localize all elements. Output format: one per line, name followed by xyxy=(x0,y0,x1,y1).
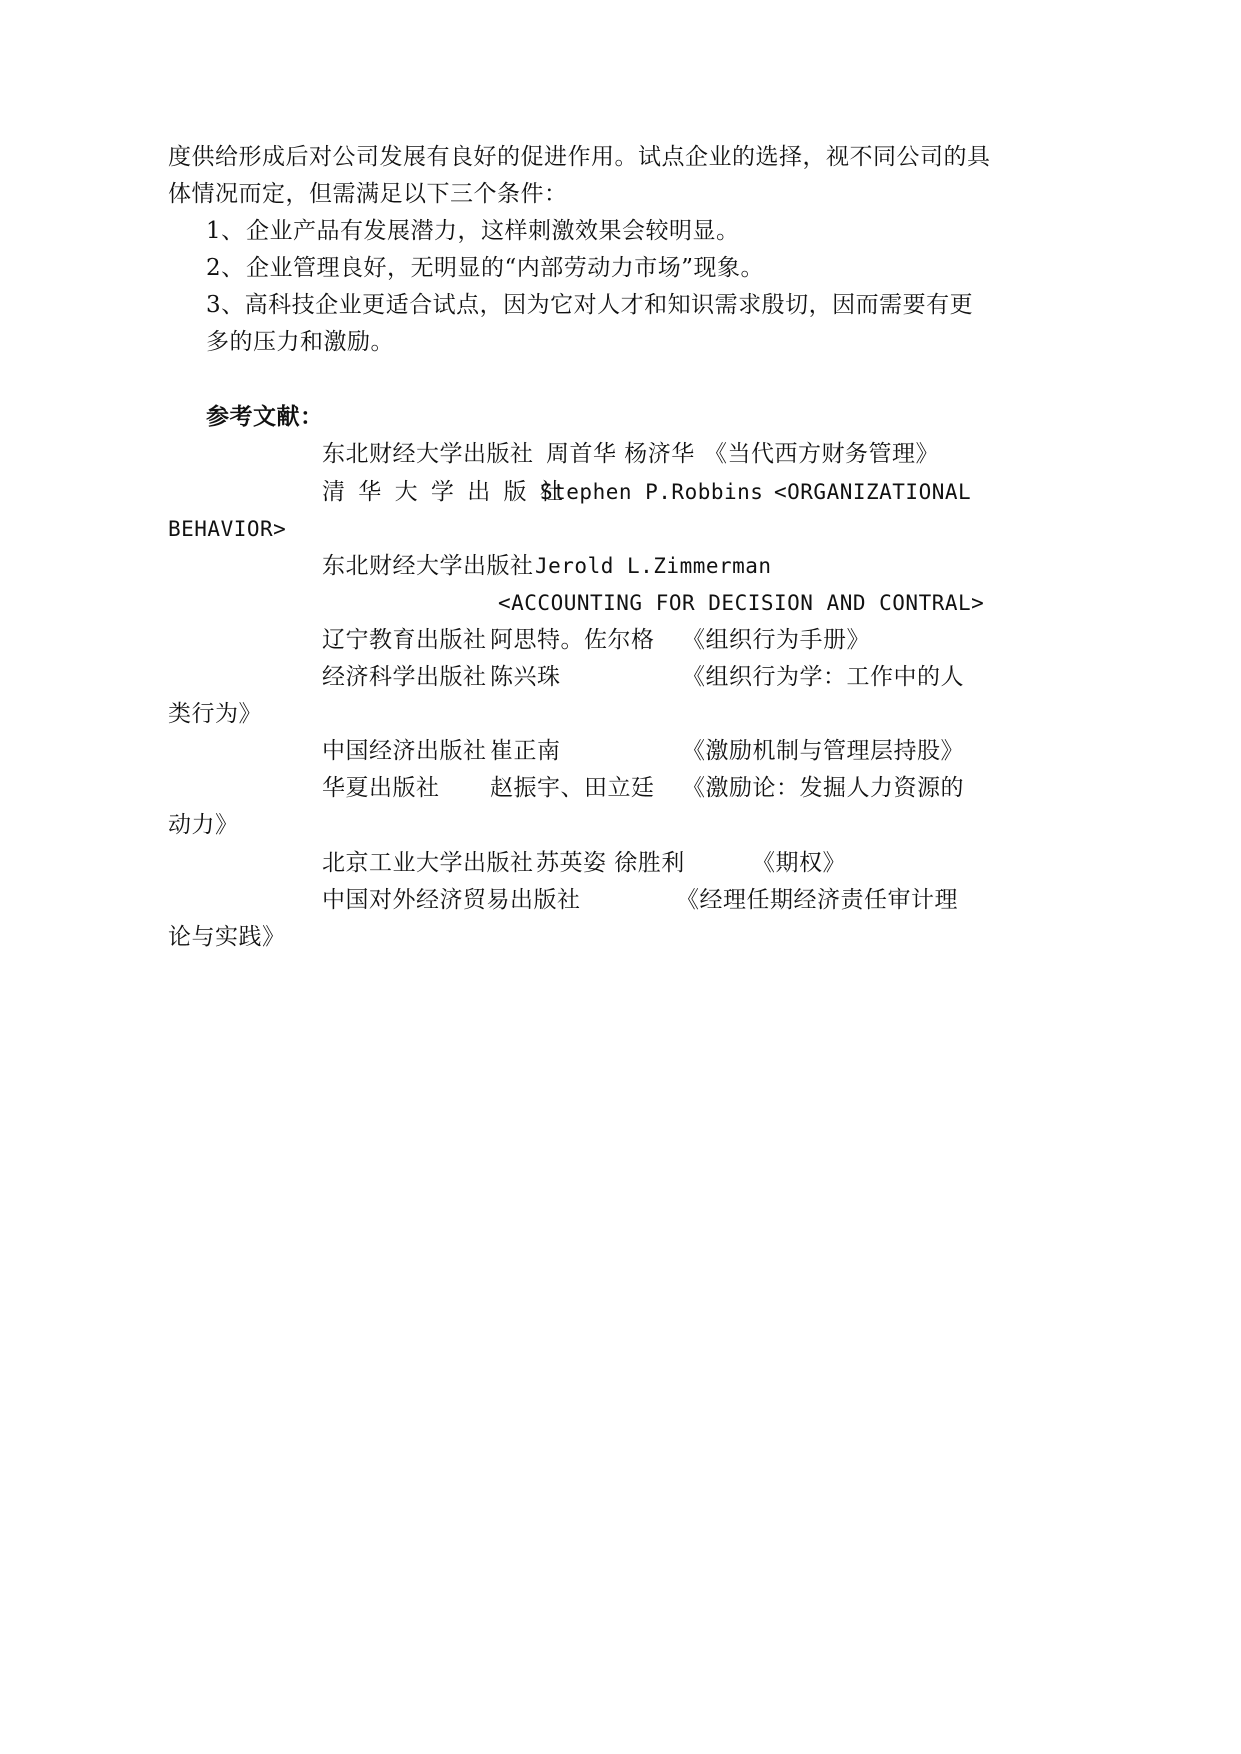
reference-author: 陈兴珠 xyxy=(490,664,561,690)
reference-title: <ORGANIZATIONAL xyxy=(774,480,972,504)
reference-publisher: 北京工业大学出版社 xyxy=(322,850,534,876)
reference-publisher: 东北财经大学出版社 xyxy=(322,441,534,467)
list-item-text: 企业产品有发展潜力，这样刺激效果会较明显。 xyxy=(246,218,740,244)
reference-authors: 苏英姿 徐胜利 xyxy=(536,850,685,876)
reference-title: 《激励机制与管理层持股》 xyxy=(682,738,964,764)
list-item-number: 1、 xyxy=(206,218,245,244)
paragraph-line: 体情况而定，但需满足以下三个条件： xyxy=(168,181,568,207)
reference-title: 《期权》 xyxy=(752,850,846,876)
reference-authors: 周首华 杨济华 xyxy=(546,441,695,467)
reference-publisher: 东北财经大学出版社 xyxy=(322,553,534,579)
reference-title: 《组织行为手册》 xyxy=(682,627,870,653)
list-item-text: 多的压力和激励。 xyxy=(206,329,394,355)
reference-author: 阿思特。佐尔格 xyxy=(490,627,655,653)
reference-title: 《经理任期经济责任审计理 xyxy=(676,887,958,913)
reference-author: 赵振宇、田立廷 xyxy=(490,775,655,801)
reference-title: BEHAVIOR> xyxy=(168,517,287,541)
reference-title: 论与实践》 xyxy=(168,924,286,950)
reference-publisher: 中国经济出版社 xyxy=(322,738,487,764)
reference-author: 崔正南 xyxy=(490,738,561,764)
reference-title: 《当代西方财务管理》 xyxy=(704,441,939,467)
reference-title: 动力》 xyxy=(168,812,239,838)
list-item-number: 2、 xyxy=(206,255,245,281)
reference-publisher: 经济科学出版社 xyxy=(322,664,487,690)
reference-publisher: 辽宁教育出版社 xyxy=(322,627,487,653)
reference-title: 《组织行为学：工作中的人 xyxy=(682,664,964,690)
list-item-text: 企业管理良好，无明显的“内部劳动力市场”现象。 xyxy=(246,255,765,281)
reference-title: <ACCOUNTING FOR DECISION AND CONTRAL> xyxy=(498,591,985,615)
reference-title: 《激励论：发掘人力资源的 xyxy=(682,775,964,801)
reference-author: Jerold L.Zimmerman xyxy=(535,554,772,578)
list-item-text: 3、高科技企业更适合试点，因为它对人才和知识需求殷切，因而需要有更 xyxy=(206,292,974,318)
reference-author: Stephen P.Robbins xyxy=(540,480,764,504)
reference-publisher: 中国对外经济贸易出版社 xyxy=(322,887,581,913)
reference-title: 类行为》 xyxy=(168,701,262,727)
references-heading: 参考文献： xyxy=(206,403,324,430)
reference-publisher: 华夏出版社 xyxy=(322,775,440,801)
paragraph-line: 度供给形成后对公司发展有良好的促进作用。试点企业的选择，视不同公司的具 xyxy=(168,144,991,170)
reference-publisher: 清 华 大 学 出 版 社 xyxy=(322,479,566,505)
